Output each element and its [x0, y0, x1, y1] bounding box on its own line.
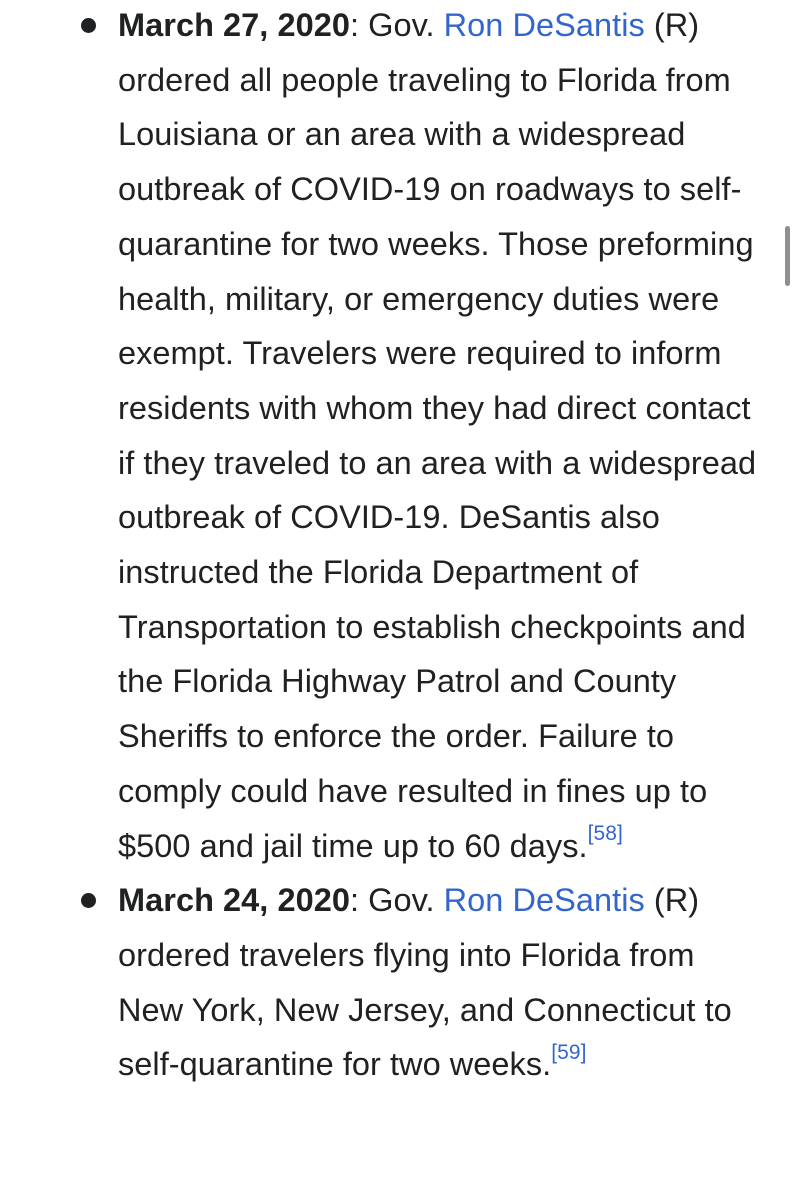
reference-58-link[interactable]: [58] [587, 821, 623, 845]
ron-desantis-link[interactable]: Ron DeSantis [443, 7, 645, 43]
bullet-icon [81, 18, 96, 33]
entry-lead: : Gov. [349, 7, 444, 43]
scroll-indicator[interactable] [785, 226, 790, 286]
entry-body: (R) ordered all people traveling to Florida from Louisiana or an area with a widespread outbreak of COVID-19 on roadways to self-quarantine for two weeks. Those preforming health, military, or emergency duties were exempt. Travelers were required to inform residents with whom they had direct contact if they traveled to an area with a widespread outbreak of COVID-19. DeSantis also instructed the Florida Department of Transportation to establish checkpoints and the Florida Highway Patrol and County Sheriffs to enforce the order. Failure to comply could have resulted in fines up to $500 and jail time up to 60 days. [118, 7, 757, 864]
entry-body: (R) ordered travelers flying into Florida from New York, New Jersey, and Connecticut to self-quarantine for two weeks. [118, 882, 732, 1083]
bullet-icon [81, 893, 96, 908]
entry-date: March 27, 2020 [118, 7, 350, 43]
list-item [0, 873, 796, 1092]
ron-desantis-link[interactable]: Ron DeSantis [443, 882, 645, 919]
entry-date: March 24, 2020 [118, 882, 350, 919]
reference-59-link[interactable]: [59] [551, 1040, 587, 1064]
entry-lead: : Gov. [349, 882, 444, 919]
